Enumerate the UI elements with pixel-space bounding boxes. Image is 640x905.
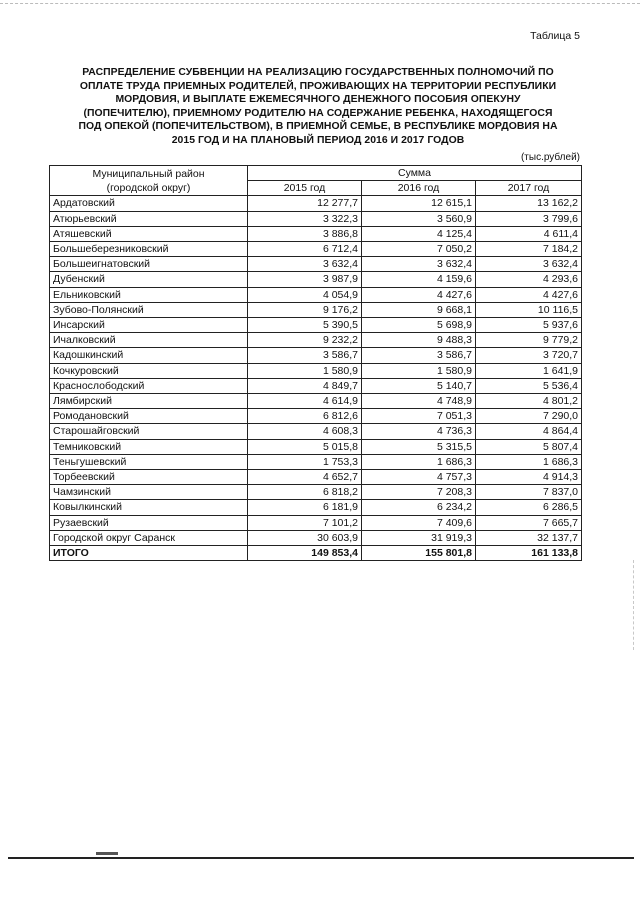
value-2016-cell: 3 632,4 xyxy=(362,257,476,272)
value-2015-cell: 6 812,6 xyxy=(248,409,362,424)
table-row xyxy=(50,257,582,272)
district-cell: Атюрьевский xyxy=(50,211,248,226)
district-cell: Лямбирский xyxy=(50,394,248,409)
value-2016-cell: 3 560,9 xyxy=(362,211,476,226)
value-2017-cell: 32 137,7 xyxy=(476,530,582,545)
value-2017-cell: 5 937,6 xyxy=(476,318,582,333)
value-2017-cell: 7 665,7 xyxy=(476,515,582,530)
column-header-2015: 2015 год xyxy=(248,181,362,196)
table-row xyxy=(50,409,582,424)
value-2016-cell: 4 736,3 xyxy=(362,424,476,439)
table-row xyxy=(50,485,582,500)
table-row xyxy=(50,196,582,211)
table-row xyxy=(50,500,582,515)
value-2017-cell: 4 914,3 xyxy=(476,470,582,485)
footer-scan-mark xyxy=(96,852,118,855)
value-2016-cell: 7 208,3 xyxy=(362,485,476,500)
district-cell: Старошайговский xyxy=(50,424,248,439)
district-cell: Дубенский xyxy=(50,272,248,287)
table-number: Таблица 5 xyxy=(530,30,580,42)
value-2015-cell: 9 176,2 xyxy=(248,302,362,317)
value-2015-cell: 4 614,9 xyxy=(248,394,362,409)
value-2016-cell: 12 615,1 xyxy=(362,196,476,211)
value-2017-cell: 1 641,9 xyxy=(476,363,582,378)
district-cell: Ичалковский xyxy=(50,333,248,348)
district-cell: Городской округ Саранск xyxy=(50,530,248,545)
district-cell: ИТОГО xyxy=(50,546,248,561)
value-2016-cell: 4 159,6 xyxy=(362,272,476,287)
title-line: 2015 ГОД И НА ПЛАНОВЫЙ ПЕРИОД 2016 И 2017 ГОДОВ xyxy=(171,134,465,146)
footer-rule xyxy=(8,857,634,859)
district-cell: Краснослободский xyxy=(50,378,248,393)
value-2016-cell: 4 125,4 xyxy=(362,226,476,241)
units-label: (тыс.рублей) xyxy=(520,152,580,163)
value-2016-cell: 4 748,9 xyxy=(362,394,476,409)
district-cell: Торбеевский xyxy=(50,470,248,485)
title-line: МОРДОВИЯ, И ВЫПЛАТЕ ЕЖЕМЕСЯЧНОГО ДЕНЕЖНОГО ПОСОБИЯ ОПЕКУНУ xyxy=(115,94,521,106)
value-2016-cell: 4 757,3 xyxy=(362,470,476,485)
title-line: (ПОПЕЧИТЕЛЮ), ПРИЕМНОМУ РОДИТЕЛЮ НА СОДЕРЖАНИЕ РЕБЕНКА, НАХОДЯЩЕГОСЯ xyxy=(83,107,553,119)
value-2017-cell: 5 807,4 xyxy=(476,439,582,454)
column-header-district-line1: Муниципальный район xyxy=(92,167,205,180)
value-2016-cell: 1 686,3 xyxy=(362,454,476,469)
value-2017-cell: 7 837,0 xyxy=(476,485,582,500)
value-2017-cell: 5 536,4 xyxy=(476,378,582,393)
value-2017-cell: 13 162,2 xyxy=(476,196,582,211)
value-2015-cell: 6 181,9 xyxy=(248,500,362,515)
table-row xyxy=(50,318,582,333)
column-header-sum: Сумма xyxy=(248,166,582,181)
table-row xyxy=(50,211,582,226)
value-2015-cell: 3 322,3 xyxy=(248,211,362,226)
district-cell: Рузаевский xyxy=(50,515,248,530)
value-2015-cell: 30 603,9 xyxy=(248,530,362,545)
value-2015-cell: 5 015,8 xyxy=(248,439,362,454)
value-2017-cell: 3 632,4 xyxy=(476,257,582,272)
table-row xyxy=(50,272,582,287)
value-2017-cell: 7 184,2 xyxy=(476,242,582,257)
value-2017-cell: 4 293,6 xyxy=(476,272,582,287)
value-2015-cell: 3 586,7 xyxy=(248,348,362,363)
value-2016-cell: 7 050,2 xyxy=(362,242,476,257)
district-cell: Теньгушевский xyxy=(50,454,248,469)
column-header-district-line2: (городской округ) xyxy=(106,181,191,194)
value-2015-cell: 4 608,3 xyxy=(248,424,362,439)
value-2017-cell: 4 427,6 xyxy=(476,287,582,302)
column-header-district xyxy=(50,166,248,196)
value-2016-cell: 4 427,6 xyxy=(362,287,476,302)
value-2016-cell: 9 488,3 xyxy=(362,333,476,348)
table-row xyxy=(50,439,582,454)
value-2016-cell: 155 801,8 xyxy=(362,546,476,561)
value-2015-cell: 3 886,8 xyxy=(248,226,362,241)
title-line: ПОД ОПЕКОЙ (ПОПЕЧИТЕЛЬСТВОМ), В ПРИЕМНОЙ СЕМЬЕ, В РЕСПУБЛИКЕ МОРДОВИЯ НА xyxy=(78,121,558,133)
table-row xyxy=(50,333,582,348)
title-line: ОПЛАТЕ ТРУДА ПРИЕМНЫХ РОДИТЕЛЕЙ, ПРОЖИВАЮЩИХ НА ТЕРРИТОРИИ РЕСПУБЛИКИ xyxy=(79,80,557,92)
table-body xyxy=(50,196,582,561)
table-row xyxy=(50,287,582,302)
district-cell: Ромодановский xyxy=(50,409,248,424)
value-2016-cell: 5 698,9 xyxy=(362,318,476,333)
district-cell: Большеберезниковский xyxy=(50,242,248,257)
value-2015-cell: 4 652,7 xyxy=(248,470,362,485)
district-cell: Атяшевский xyxy=(50,226,248,241)
district-cell: Инсарский xyxy=(50,318,248,333)
district-cell: Кадошкинский xyxy=(50,348,248,363)
value-2015-cell: 3 987,9 xyxy=(248,272,362,287)
value-2016-cell: 6 234,2 xyxy=(362,500,476,515)
district-cell: Зубово-Полянский xyxy=(50,302,248,317)
table-row xyxy=(50,302,582,317)
column-header-2016: 2016 год xyxy=(362,181,476,196)
table-row xyxy=(50,530,582,545)
value-2016-cell: 9 668,1 xyxy=(362,302,476,317)
value-2017-cell: 3 720,7 xyxy=(476,348,582,363)
document-title xyxy=(50,66,586,148)
district-cell: Чамзинский xyxy=(50,485,248,500)
value-2015-cell: 4 054,9 xyxy=(248,287,362,302)
value-2017-cell: 3 799,6 xyxy=(476,211,582,226)
value-2016-cell: 31 919,3 xyxy=(362,530,476,545)
value-2017-cell: 9 779,2 xyxy=(476,333,582,348)
value-2015-cell: 6 818,2 xyxy=(248,485,362,500)
district-cell: Кочкуровский xyxy=(50,363,248,378)
value-2017-cell: 7 290,0 xyxy=(476,409,582,424)
value-2017-cell: 161 133,8 xyxy=(476,546,582,561)
value-2017-cell: 4 801,2 xyxy=(476,394,582,409)
table-row xyxy=(50,242,582,257)
table-row xyxy=(50,378,582,393)
table-header xyxy=(50,166,582,196)
value-2015-cell: 4 849,7 xyxy=(248,378,362,393)
value-2017-cell: 4 864,4 xyxy=(476,424,582,439)
value-2015-cell: 1 753,3 xyxy=(248,454,362,469)
value-2015-cell: 3 632,4 xyxy=(248,257,362,272)
value-2016-cell: 7 051,3 xyxy=(362,409,476,424)
district-cell: Темниковский xyxy=(50,439,248,454)
table-row xyxy=(50,424,582,439)
total-row xyxy=(50,546,582,561)
value-2016-cell: 7 409,6 xyxy=(362,515,476,530)
table-row xyxy=(50,226,582,241)
value-2016-cell: 5 140,7 xyxy=(362,378,476,393)
title-line: РАСПРЕДЕЛЕНИЕ СУБВЕНЦИИ НА РЕАЛИЗАЦИЮ ГОСУДАРСТВЕННЫХ ПОЛНОМОЧИЙ ПО xyxy=(82,67,554,78)
side-scan-edge xyxy=(633,560,634,650)
table-row xyxy=(50,348,582,363)
value-2015-cell: 9 232,2 xyxy=(248,333,362,348)
top-scan-edge xyxy=(0,3,640,4)
value-2015-cell: 7 101,2 xyxy=(248,515,362,530)
table-row xyxy=(50,454,582,469)
value-2017-cell: 1 686,3 xyxy=(476,454,582,469)
value-2017-cell: 4 611,4 xyxy=(476,226,582,241)
value-2015-cell: 1 580,9 xyxy=(248,363,362,378)
value-2017-cell: 10 116,5 xyxy=(476,302,582,317)
table-row xyxy=(50,515,582,530)
value-2015-cell: 12 277,7 xyxy=(248,196,362,211)
value-2016-cell: 5 315,5 xyxy=(362,439,476,454)
value-2016-cell: 1 580,9 xyxy=(362,363,476,378)
value-2015-cell: 149 853,4 xyxy=(248,546,362,561)
value-2015-cell: 5 390,5 xyxy=(248,318,362,333)
value-2017-cell: 6 286,5 xyxy=(476,500,582,515)
district-cell: Ардатовский xyxy=(50,196,248,211)
subvention-table xyxy=(49,165,582,561)
table-row xyxy=(50,470,582,485)
value-2016-cell: 3 586,7 xyxy=(362,348,476,363)
table-row xyxy=(50,363,582,378)
column-header-2017: 2017 год xyxy=(476,181,582,196)
district-cell: Ковылкинский xyxy=(50,500,248,515)
district-cell: Большеигнатовский xyxy=(50,257,248,272)
value-2015-cell: 6 712,4 xyxy=(248,242,362,257)
district-cell: Ельниковский xyxy=(50,287,248,302)
table-row xyxy=(50,394,582,409)
